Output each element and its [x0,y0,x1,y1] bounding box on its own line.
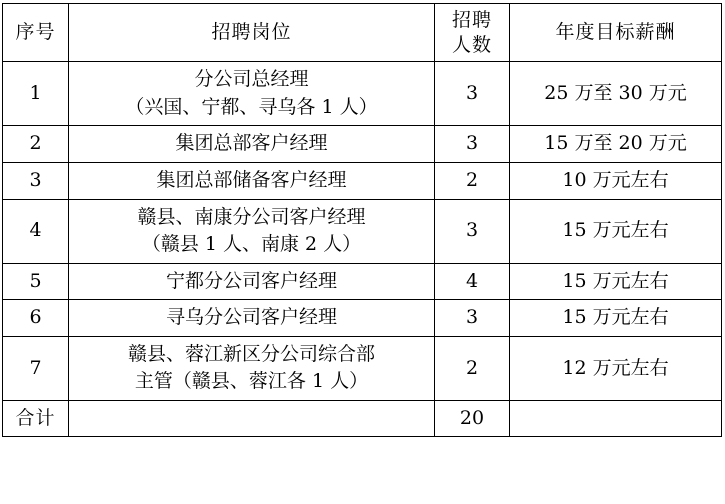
total-salary [510,400,722,437]
row-no: 5 [3,263,69,300]
table-total-row [3,400,722,437]
total-post [69,400,435,437]
row-count: 3 [435,199,510,263]
row-post-line1: 赣县、南康分公司客户经理 [137,205,366,228]
total-count: 20 [435,400,510,437]
row-salary: 15 万至 20 万元 [510,126,722,163]
row-salary: 10 万元左右 [510,163,722,200]
table-row [3,336,722,400]
row-post: 集团总部客户经理 [69,126,435,163]
row-no: 3 [3,163,69,200]
table-row [3,199,722,263]
row-post [69,199,435,263]
row-no: 7 [3,336,69,400]
row-post-line1: 分公司总经理 [194,68,309,91]
row-count: 4 [435,263,510,300]
column-header-no: 序号 [3,4,69,62]
row-no: 6 [3,300,69,337]
row-post-line1: 赣县、蓉江新区分公司综合部 [127,342,375,365]
row-post [69,62,435,126]
row-post: 寻乌分公司客户经理 [69,300,435,337]
row-salary: 15 万元左右 [510,263,722,300]
row-count: 3 [435,300,510,337]
row-salary: 12 万元左右 [510,336,722,400]
row-no: 4 [3,199,69,263]
row-post-line2: （赣县 1 人、南康 2 人） [141,233,362,256]
column-header-count [435,4,510,62]
row-salary: 15 万元左右 [510,199,722,263]
row-post: 宁都分公司客户经理 [69,263,435,300]
column-header-count-line1: 招聘 [451,9,492,31]
row-count: 2 [435,336,510,400]
total-label: 合计 [3,400,69,437]
row-count: 2 [435,163,510,200]
column-header-count-line2: 人数 [451,33,492,56]
table-header-row [3,4,722,62]
table-row [3,62,722,126]
table-row [3,300,722,337]
row-no: 2 [3,126,69,163]
row-count: 3 [435,126,510,163]
row-salary: 25 万至 30 万元 [510,62,722,126]
row-post-line2: 主管（赣县、蓉江各 1 人） [134,370,369,393]
row-post: 集团总部储备客户经理 [69,163,435,200]
column-header-salary: 年度目标薪酬 [510,4,722,62]
row-salary: 15 万元左右 [510,300,722,337]
table-row [3,263,722,300]
row-post [69,336,435,400]
row-post-line2: （兴国、宁都、寻乌各 1 人） [125,95,378,118]
row-count: 3 [435,62,510,126]
column-header-post: 招聘岗位 [69,4,435,62]
row-no: 1 [3,62,69,126]
table-row [3,126,722,163]
table-row [3,163,722,200]
recruitment-table [2,3,722,437]
